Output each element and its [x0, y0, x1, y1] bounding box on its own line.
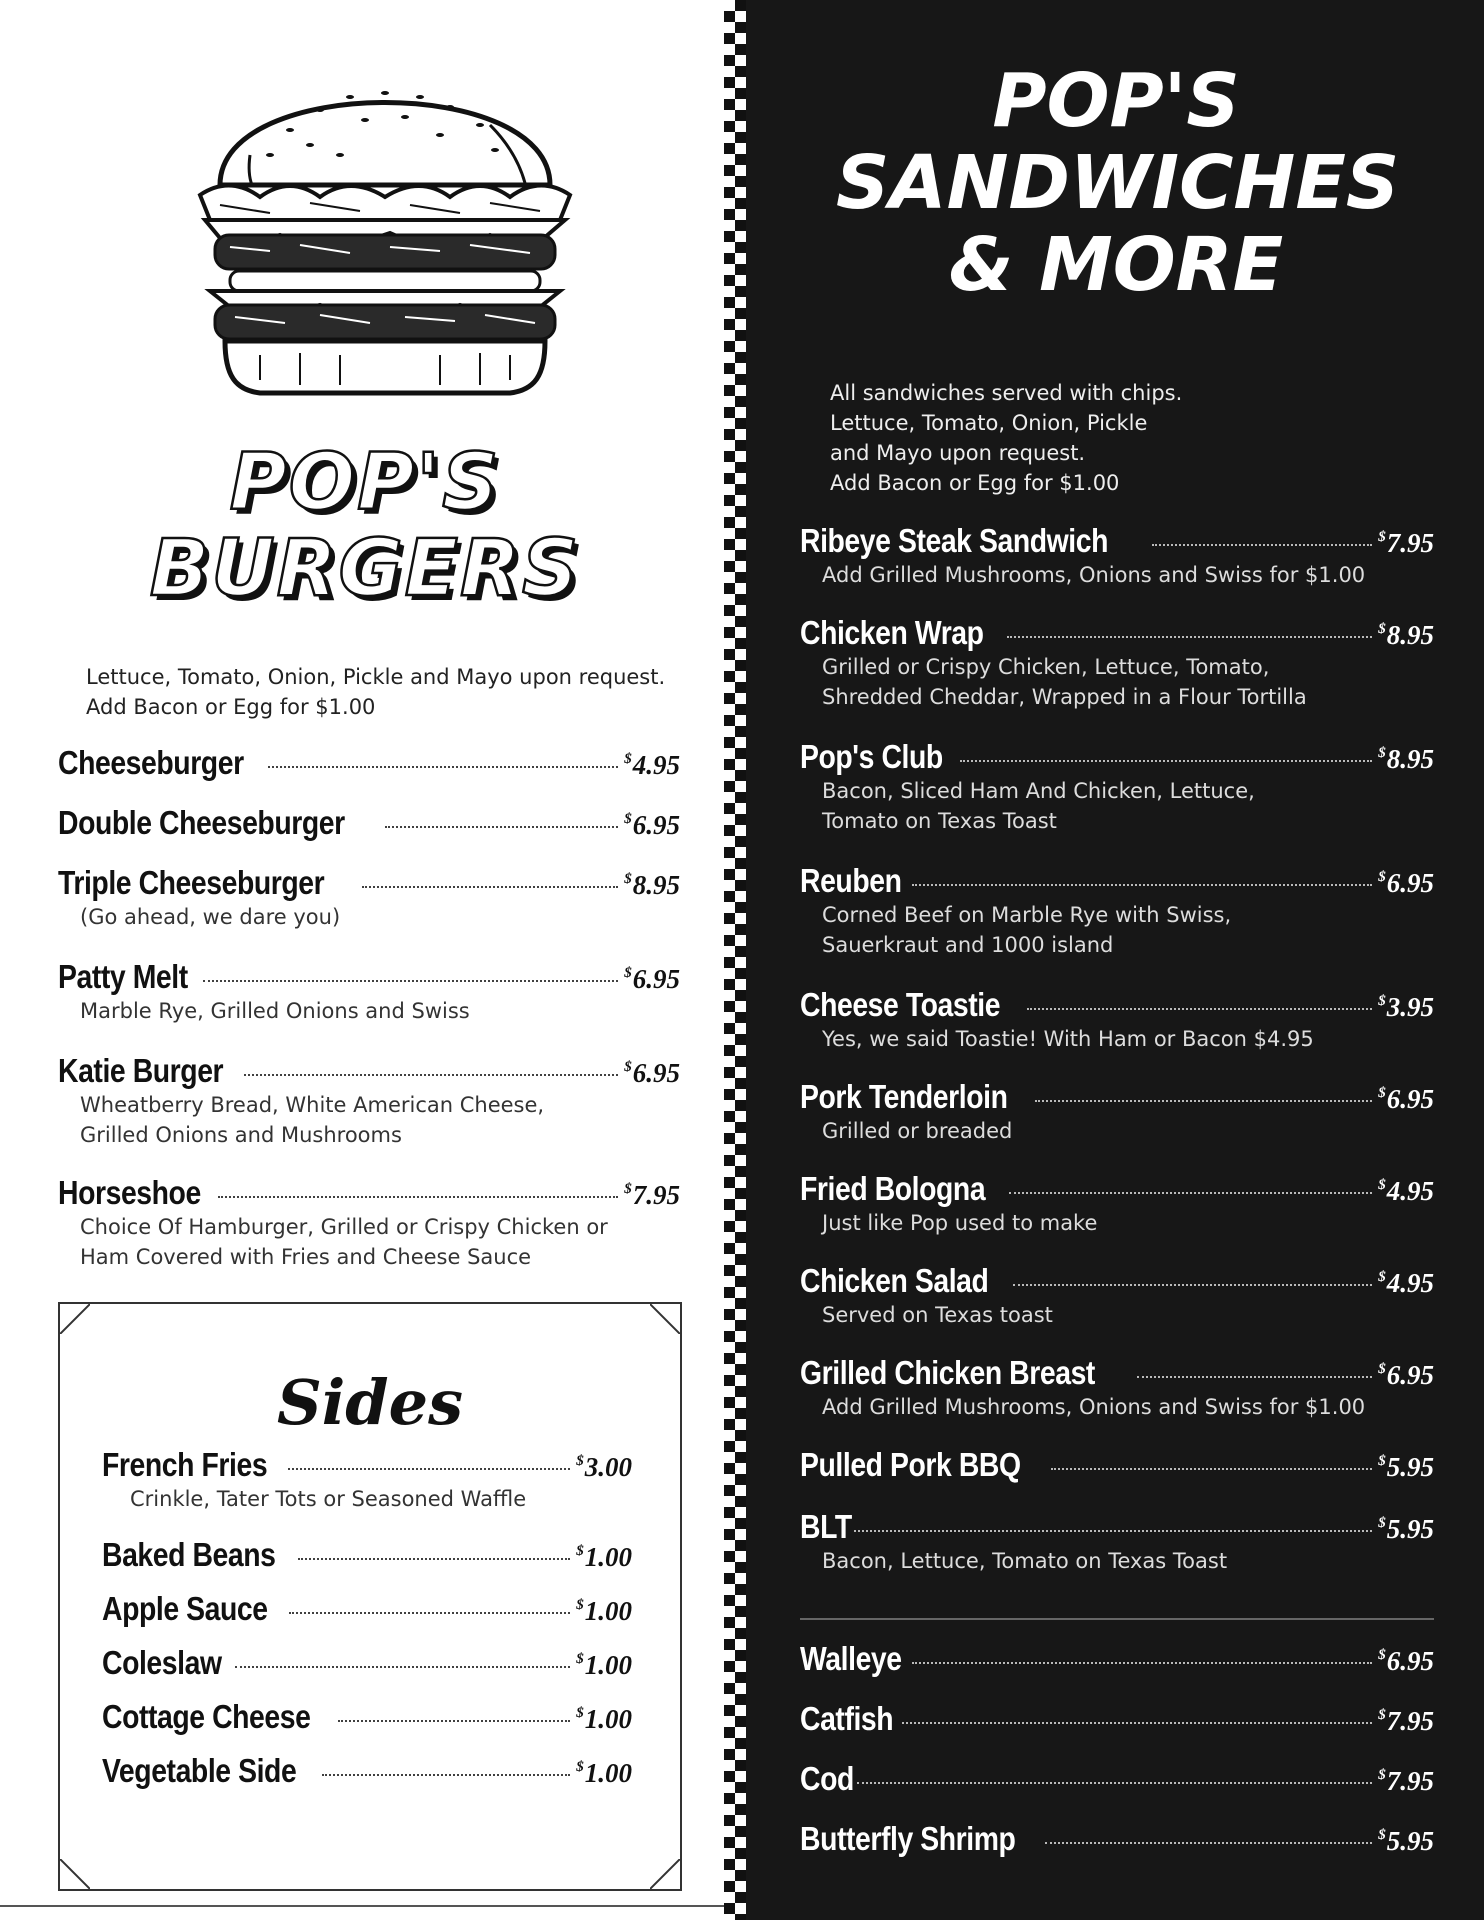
burgers-title — [130, 440, 600, 612]
item-name: Catfish — [800, 1700, 894, 1737]
menu-item-triple-cheeseburger — [58, 864, 680, 932]
side-item-vegetable-side — [102, 1752, 632, 1790]
sides-title: Sides — [276, 1366, 464, 1439]
item-name: Walleye — [800, 1640, 902, 1677]
burgers-note-line: Add Bacon or Egg for $1.00 — [86, 695, 376, 719]
item-name: Katie Burger — [58, 1052, 224, 1089]
side-item-apple-sauce — [102, 1590, 632, 1628]
item-description: Corned Beef on Marble Rye with Swiss, — [822, 903, 1232, 927]
item-price: $6.95 — [624, 1058, 680, 1088]
item-name: Baked Beans — [102, 1536, 276, 1573]
sandwiches-title-line2: SANDWICHES — [836, 140, 1400, 226]
menu-item-blt — [800, 1508, 1434, 1576]
menu-item-horseshoe — [58, 1174, 680, 1272]
item-description: Choice Of Hamburger, Grilled or Crispy Chicken or — [80, 1215, 608, 1239]
sandwiches-title-line1: POP'S — [992, 58, 1240, 144]
menu-item-walleye — [800, 1640, 1434, 1678]
menu-item-fried-bologna — [800, 1170, 1434, 1238]
side-item-cottage-cheese — [102, 1698, 632, 1736]
item-price: $7.95 — [624, 1180, 680, 1210]
menu-item-cheese-toastie — [800, 986, 1434, 1054]
item-price: $7.95 — [1378, 528, 1434, 558]
item-price: $6.95 — [1378, 1646, 1434, 1676]
leader-dots — [1051, 1468, 1373, 1470]
item-name: Pulled Pork BBQ — [800, 1446, 1021, 1483]
item-price: $5.95 — [1378, 1452, 1434, 1482]
menu-item-pork-tenderloin — [800, 1078, 1434, 1146]
item-name: Chicken Salad — [800, 1262, 989, 1299]
section-divider — [800, 1618, 1434, 1620]
burgers-title-line2: BURGERS — [149, 524, 581, 614]
page-edge-line — [0, 1905, 724, 1907]
menu-item-reuben — [800, 862, 1434, 960]
leader-dots — [288, 1468, 570, 1470]
leader-dots — [298, 1558, 570, 1560]
leader-dots — [1137, 1376, 1372, 1378]
item-price: $8.95 — [1378, 744, 1434, 774]
item-price: $3.00 — [576, 1452, 632, 1482]
menu-item-pops-club — [800, 738, 1434, 836]
item-name: Cottage Cheese — [102, 1698, 311, 1735]
leader-dots — [218, 1196, 618, 1198]
item-name: Reuben — [800, 862, 902, 899]
item-description: Ham Covered with Fries and Cheese Sauce — [80, 1245, 532, 1269]
leader-dots — [289, 1612, 571, 1614]
leader-dots — [912, 1662, 1372, 1664]
item-description: Tomato on Texas Toast — [822, 809, 1057, 833]
leader-dots — [203, 980, 618, 982]
item-price: $8.95 — [1378, 620, 1434, 650]
leader-dots — [1035, 1100, 1372, 1102]
leader-dots — [322, 1774, 570, 1776]
burgers-panel — [0, 0, 724, 1920]
item-price: $4.95 — [1378, 1268, 1434, 1298]
item-name: Butterfly Shrimp — [800, 1820, 1016, 1857]
item-name: Ribeye Steak Sandwich — [800, 522, 1109, 559]
sandwiches-note-line: All sandwiches served with chips. — [830, 381, 1183, 405]
item-price: $1.00 — [576, 1758, 632, 1788]
item-name: BLT — [800, 1508, 852, 1545]
item-price: $6.95 — [624, 964, 680, 994]
sandwiches-note-line: and Mayo upon request. — [830, 441, 1086, 465]
leader-dots — [1152, 544, 1372, 546]
sides-box — [58, 1302, 682, 1891]
leader-dots — [268, 766, 618, 768]
item-price: $5.95 — [1378, 1514, 1434, 1544]
leader-dots — [854, 1530, 1372, 1532]
item-name: Fried Bologna — [800, 1170, 986, 1207]
item-price: $6.95 — [1378, 868, 1434, 898]
item-description: Sauerkraut and 1000 island — [822, 933, 1114, 957]
item-price: $6.95 — [1378, 1084, 1434, 1114]
corner-ornament-icon — [650, 1304, 680, 1334]
item-description: Just like Pop used to make — [822, 1211, 1098, 1235]
leader-dots — [338, 1720, 570, 1722]
item-price: $4.95 — [624, 750, 680, 780]
item-price: $8.95 — [624, 870, 680, 900]
leader-dots — [960, 760, 1372, 762]
leader-dots — [1027, 1008, 1373, 1010]
item-name: Double Cheeseburger — [58, 804, 345, 841]
item-price: $5.95 — [1378, 1826, 1434, 1856]
sandwiches-note — [830, 378, 1390, 498]
item-price: $1.00 — [576, 1704, 632, 1734]
menu-item-katie-burger — [58, 1052, 680, 1150]
menu-item-ribeye-steak-sandwich — [800, 522, 1434, 590]
side-item-baked-beans — [102, 1536, 632, 1574]
item-price: $1.00 — [576, 1542, 632, 1572]
leader-dots — [1013, 1284, 1372, 1286]
item-price: $7.95 — [1378, 1766, 1434, 1796]
item-description: Grilled or Crispy Chicken, Lettuce, Tomato, — [822, 655, 1270, 679]
item-description: Grilled Onions and Mushrooms — [80, 1123, 402, 1147]
leader-dots — [912, 884, 1372, 886]
leader-dots — [235, 1666, 570, 1668]
item-description: Bacon, Lettuce, Tomato on Texas Toast — [822, 1549, 1228, 1573]
item-description: Bacon, Sliced Ham And Chicken, Lettuce, — [822, 779, 1255, 803]
item-description: (Go ahead, we dare you) — [80, 905, 341, 929]
leader-dots — [362, 886, 619, 888]
sandwiches-panel — [746, 0, 1484, 1920]
leader-dots — [385, 826, 618, 828]
item-name: Coleslaw — [102, 1644, 222, 1681]
item-description: Shredded Cheddar, Wrapped in a Flour Tortilla — [822, 685, 1307, 709]
menu-item-chicken-wrap — [800, 614, 1434, 712]
item-price: $1.00 — [576, 1596, 632, 1626]
menu-item-catfish — [800, 1700, 1434, 1738]
leader-dots — [244, 1074, 618, 1076]
corner-ornament-icon — [60, 1304, 90, 1334]
leader-dots — [1007, 636, 1372, 638]
item-name: Cheese Toastie — [800, 986, 1001, 1023]
menu-item-chicken-salad — [800, 1262, 1434, 1330]
menu-item-butterfly-shrimp — [800, 1820, 1434, 1858]
item-price: $3.95 — [1378, 992, 1434, 1022]
item-description: Add Grilled Mushrooms, Onions and Swiss for $1.00 — [822, 563, 1366, 587]
item-description: Yes, we said Toastie! With Ham or Bacon $4.95 — [822, 1027, 1314, 1051]
leader-dots — [1009, 1192, 1372, 1194]
leader-dots — [902, 1722, 1372, 1724]
item-description: Served on Texas toast — [822, 1303, 1053, 1327]
corner-ornament-icon — [650, 1859, 680, 1889]
menu-item-patty-melt — [58, 958, 680, 1026]
item-name: Apple Sauce — [102, 1590, 268, 1627]
item-name: Pork Tenderloin — [800, 1078, 1008, 1115]
side-item-coleslaw — [102, 1644, 632, 1682]
checkered-divider — [724, 0, 746, 1920]
leader-dots — [857, 1782, 1373, 1784]
item-name: Triple Cheeseburger — [58, 864, 325, 901]
item-price: $4.95 — [1378, 1176, 1434, 1206]
sandwiches-note-line: Add Bacon or Egg for $1.00 — [830, 471, 1120, 495]
menu-item-grilled-chicken-breast — [800, 1354, 1434, 1422]
item-name: Pop's Club — [800, 738, 943, 775]
sandwiches-title-line3: & MORE — [948, 222, 1284, 308]
burgers-note — [86, 662, 706, 722]
item-name: Vegetable Side — [102, 1752, 297, 1789]
burgers-title-line1: POP'S — [229, 438, 501, 528]
leader-dots — [1045, 1842, 1373, 1844]
item-name: French Fries — [102, 1446, 268, 1483]
item-price: $7.95 — [1378, 1706, 1434, 1736]
item-name: Horseshoe — [58, 1174, 201, 1211]
item-description: Add Grilled Mushrooms, Onions and Swiss for $1.00 — [822, 1395, 1366, 1419]
side-item-french-fries — [102, 1446, 632, 1514]
item-name: Chicken Wrap — [800, 614, 984, 651]
item-price: $6.95 — [1378, 1360, 1434, 1390]
item-description: Crinkle, Tater Tots or Seasoned Waffle — [130, 1487, 527, 1511]
item-price: $6.95 — [624, 810, 680, 840]
corner-ornament-icon — [60, 1859, 90, 1889]
menu-item-cod — [800, 1760, 1434, 1798]
item-name: Cheeseburger — [58, 744, 244, 781]
item-description: Wheatberry Bread, White American Cheese, — [80, 1093, 545, 1117]
item-name: Cod — [800, 1760, 854, 1797]
burger-illustration — [190, 35, 580, 405]
sandwiches-title — [836, 58, 1400, 308]
item-name: Patty Melt — [58, 958, 188, 995]
item-description: Marble Rye, Grilled Onions and Swiss — [80, 999, 470, 1023]
item-name: Grilled Chicken Breast — [800, 1354, 1095, 1391]
burgers-note-line: Lettuce, Tomato, Onion, Pickle and Mayo upon request. — [86, 665, 666, 689]
menu-item-double-cheeseburger — [58, 804, 680, 842]
item-description: Grilled or breaded — [822, 1119, 1013, 1143]
sandwiches-note-line: Lettuce, Tomato, Onion, Pickle — [830, 411, 1148, 435]
menu-item-pulled-pork-bbq — [800, 1446, 1434, 1484]
item-price: $1.00 — [576, 1650, 632, 1680]
menu-item-cheeseburger — [58, 744, 680, 782]
